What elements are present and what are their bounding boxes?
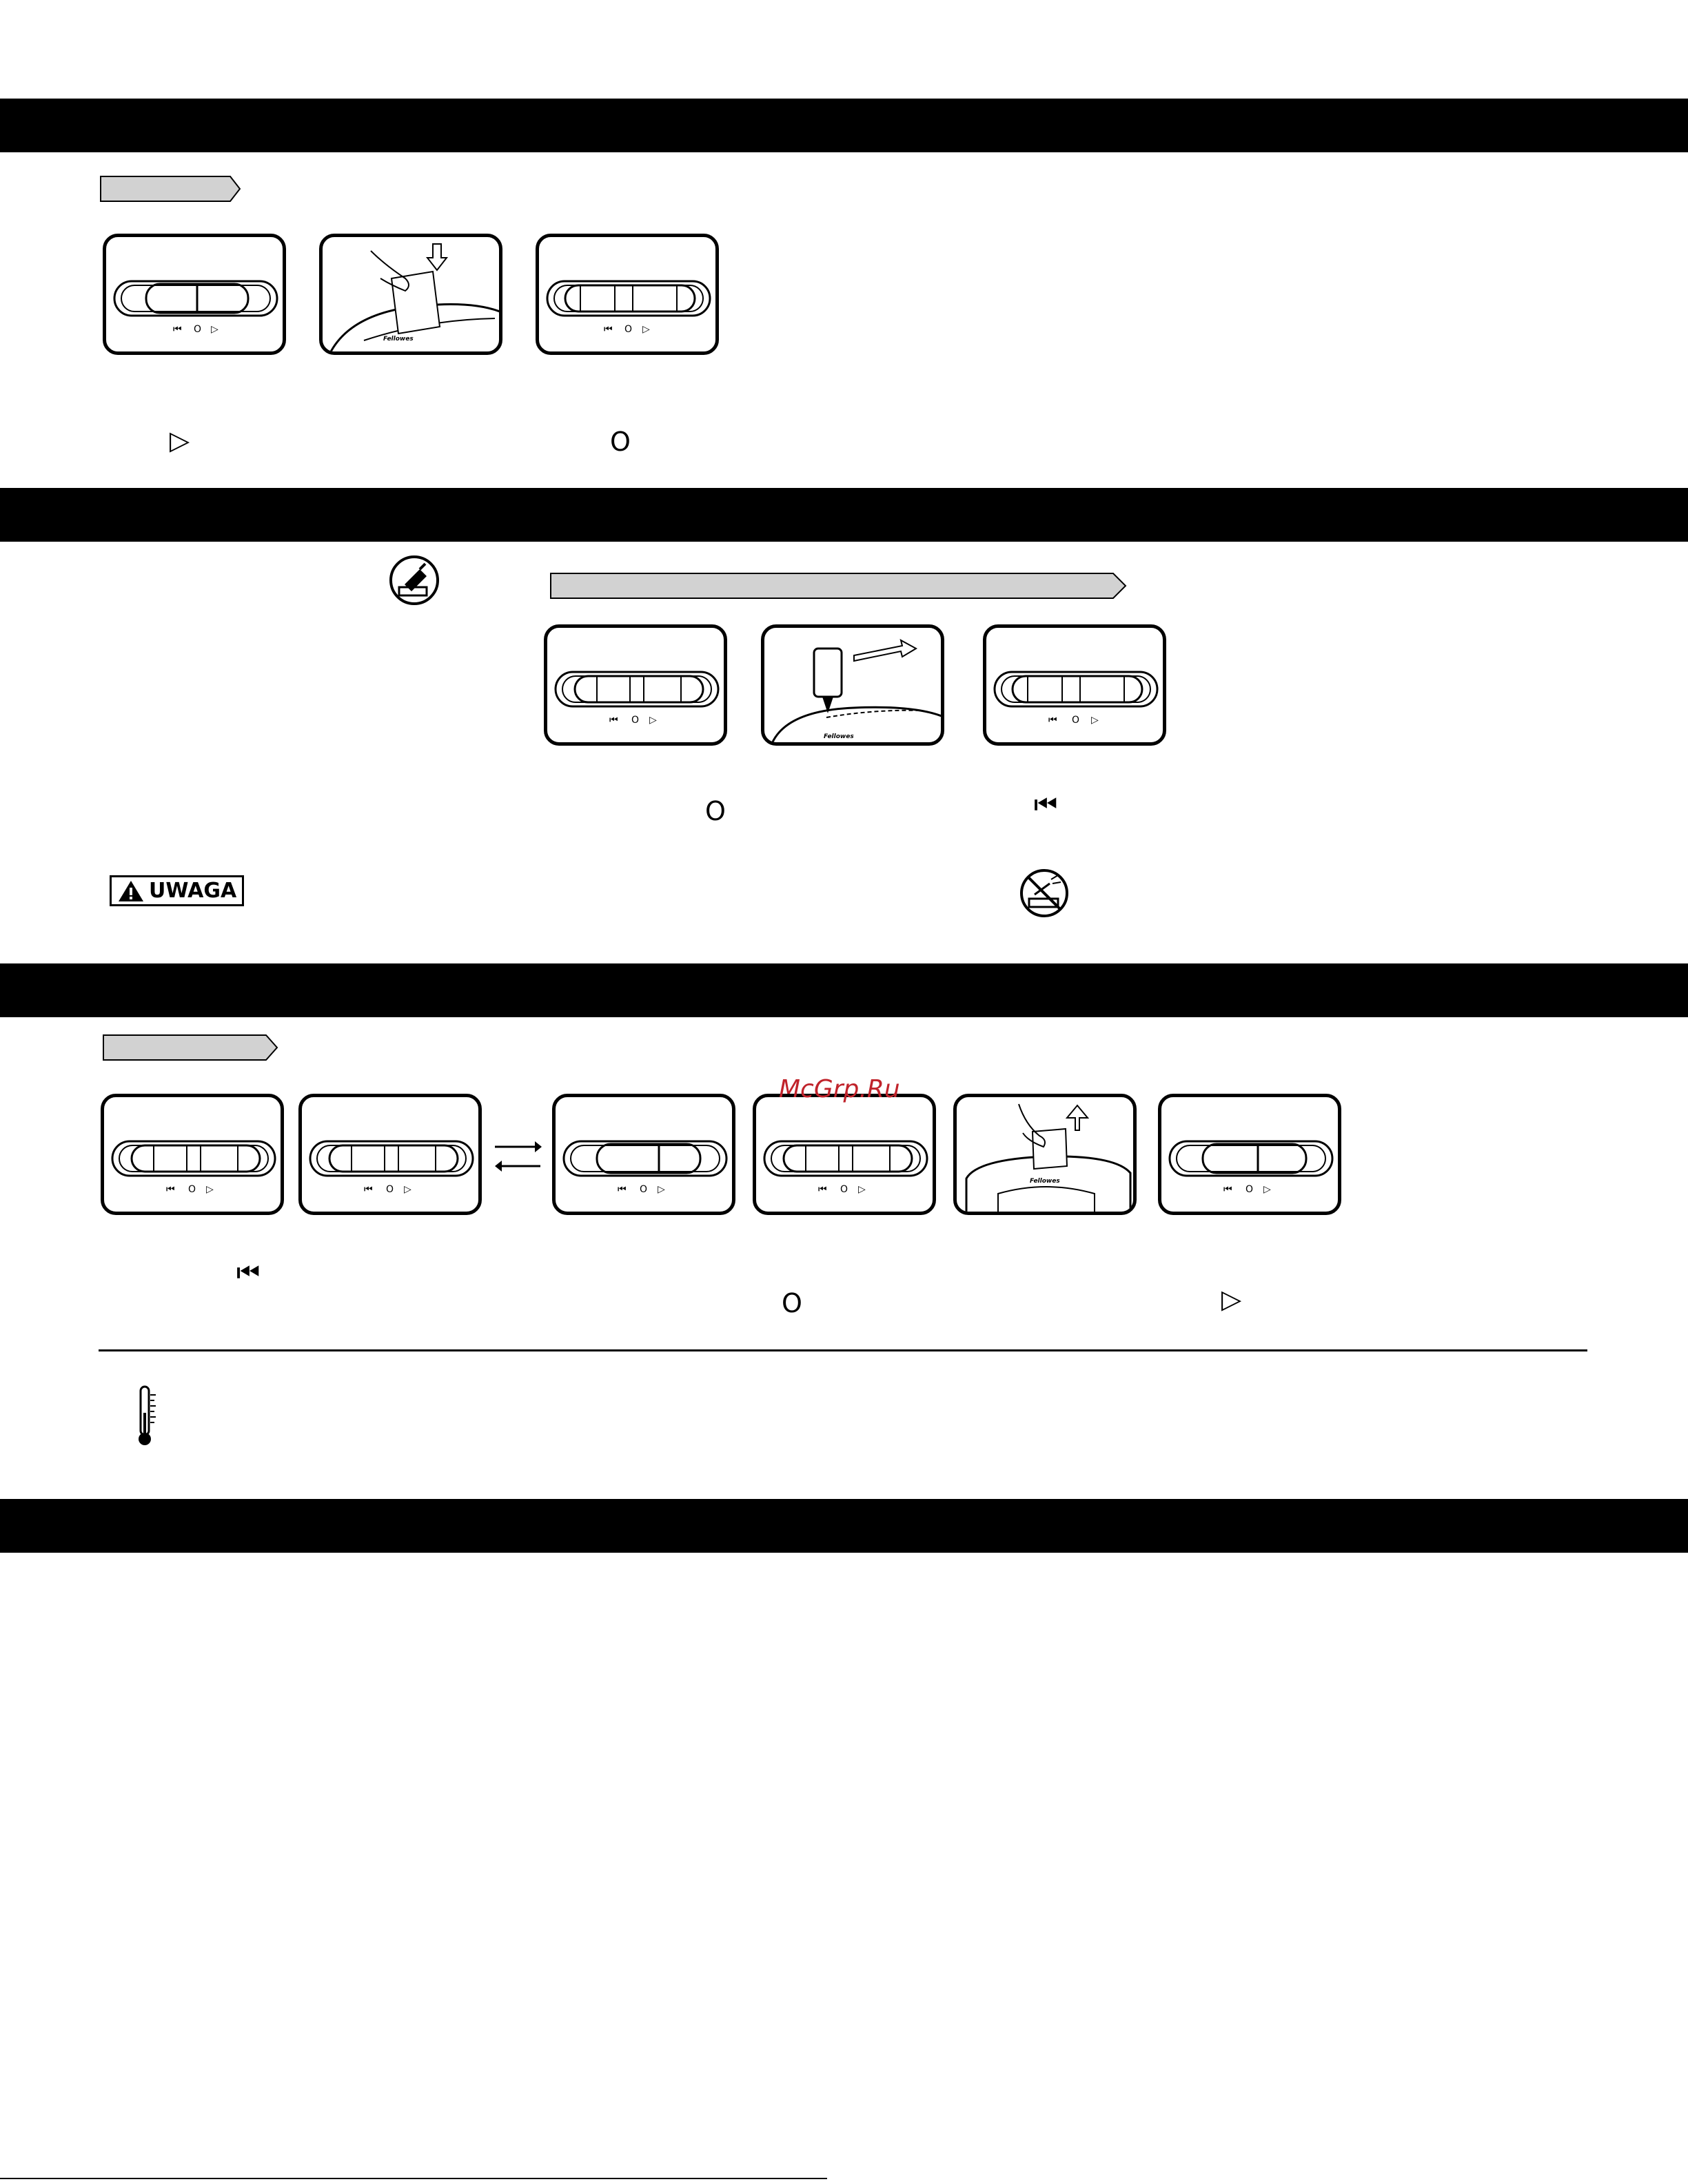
svg-text:⏮: ⏮ (818, 1184, 827, 1195)
svg-text:⏮: ⏮ (609, 715, 618, 726)
warning-icon (117, 879, 145, 903)
svg-text:O: O (624, 324, 633, 335)
svg-text:O: O (640, 1184, 648, 1195)
svg-text:O: O (188, 1184, 196, 1195)
control-panel-illustration (101, 1094, 284, 1215)
control-panel-illustration (1158, 1094, 1341, 1215)
step-tag-1 (99, 175, 241, 203)
caution-label: UWAGA (149, 879, 237, 903)
svg-text:▷: ▷ (1263, 1184, 1271, 1195)
svg-text:⏮: ⏮ (364, 1184, 373, 1195)
svg-text:▷: ▷ (658, 1184, 665, 1195)
svg-text:▷: ▷ (649, 715, 657, 726)
section-bar-4 (0, 1499, 1688, 1553)
section-bar-3 (0, 963, 1688, 1017)
svg-text:Fellowes: Fellowes (383, 336, 414, 343)
remove-paper-illustration (953, 1094, 1137, 1215)
svg-text:⏮: ⏮ (618, 1184, 627, 1195)
control-panel-illustration (544, 624, 727, 746)
svg-text:▷: ▷ (404, 1184, 411, 1195)
svg-text:O: O (840, 1184, 848, 1195)
control-panel-illustration (753, 1094, 936, 1215)
svg-text:⏮: ⏮ (1048, 715, 1057, 726)
svg-text:⏮: ⏮ (604, 324, 613, 335)
control-panel-illustration (983, 624, 1166, 746)
thermometer-icon (134, 1385, 161, 1447)
watermark: McGrp.Ru (779, 1075, 900, 1103)
insert-paper-illustration (319, 234, 502, 355)
svg-text:⏮: ⏮ (173, 324, 182, 335)
forward-symbol: ▷ (170, 425, 190, 456)
control-panel-illustration (298, 1094, 482, 1215)
divider-line (99, 1349, 1587, 1351)
svg-text:O: O (1072, 715, 1080, 726)
control-panel-illustration (103, 234, 286, 355)
svg-text:▷: ▷ (1091, 715, 1099, 726)
off-symbol: O (705, 796, 726, 826)
svg-text:▷: ▷ (642, 324, 650, 335)
oil-icon (388, 554, 440, 606)
caution-badge (110, 875, 244, 906)
svg-text:▷: ▷ (211, 324, 218, 335)
svg-text:▷: ▷ (858, 1184, 866, 1195)
control-panel-illustration (552, 1094, 735, 1215)
svg-text:O: O (386, 1184, 394, 1195)
step-tag-3 (102, 1034, 278, 1061)
control-panel-illustration (536, 234, 719, 355)
no-aerosol-icon (1018, 867, 1070, 919)
oiling-illustration (761, 624, 944, 746)
svg-text:O: O (1245, 1184, 1254, 1195)
bottom-rule (0, 2178, 827, 2179)
reverse-symbol: ⏮ (1034, 789, 1058, 819)
section-bar-1 (0, 99, 1688, 152)
off-symbol: O (782, 1288, 802, 1318)
off-symbol: O (610, 427, 631, 457)
svg-text:▷: ▷ (206, 1184, 214, 1195)
svg-text:Fellowes: Fellowes (1030, 1178, 1060, 1185)
svg-text:Fellowes: Fellowes (824, 733, 854, 740)
svg-text:⏮: ⏮ (166, 1184, 175, 1195)
reverse-symbol: ⏮ (236, 1257, 261, 1287)
svg-text:⏮: ⏮ (1223, 1184, 1232, 1195)
svg-text:O: O (194, 324, 202, 335)
step-tag-2 (549, 572, 1127, 600)
section-bar-2 (0, 488, 1688, 542)
forward-symbol: ▷ (1221, 1284, 1242, 1314)
toggle-arrows-icon (492, 1137, 543, 1176)
svg-text:O: O (631, 715, 640, 726)
